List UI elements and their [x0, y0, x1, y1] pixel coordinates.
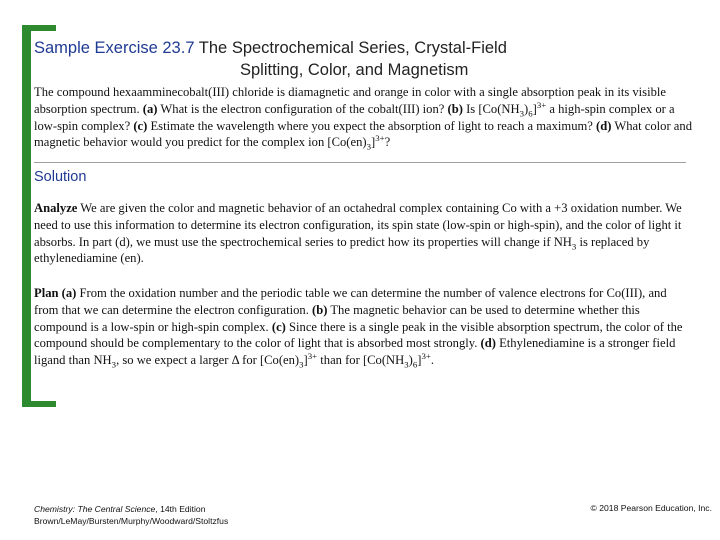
analyze-paragraph: [34, 200, 694, 267]
plan-d-text: ]: [303, 353, 308, 368]
subscript: 6: [528, 108, 533, 119]
green-bracket-bottom: [22, 401, 56, 407]
part-d-text: ]: [371, 135, 376, 150]
part-a-label: (a): [142, 101, 158, 116]
plan-a-text: From the oxidation number and the periodic table we can determine the number of valence electrons for Co(III), and from that we can determine the electron configuration.: [34, 286, 667, 317]
plan-label: Plan: [34, 286, 59, 300]
part-d-text: What color and magnetic behavior would you predict for the complex ion [Co(en): [34, 118, 692, 150]
plan-b-text: The magnetic behavior can be used to determine whether this compound is a low-spin or high-spin complex.: [34, 302, 640, 334]
part-c-text: Estimate the wavelength where you expect the absorption of light to reach a maximum?: [150, 118, 593, 133]
book-edition: , 14th Edition: [155, 504, 206, 514]
book-title: Chemistry: The Central Science: [34, 504, 156, 514]
plan-c-text: Since there is a single peak in the visible absorption spectrum, the color of the compound should be complementary to the color of light that is absorbed most strongly.: [34, 319, 683, 351]
plan-b-label: (b): [312, 302, 328, 317]
superscript: 3+: [307, 351, 318, 361]
analyze-text: is replaced by ethylenediamine (en).: [34, 234, 650, 266]
title-line-1: The Spectrochemical Series, Crystal-Field: [198, 39, 507, 57]
subscript: 6: [412, 359, 418, 370]
plan-d-label: (d): [480, 336, 496, 351]
divider-line: [34, 162, 686, 163]
part-b-text: Is [Co(NH: [466, 101, 520, 116]
plan-d-text: .: [430, 353, 434, 368]
subscript: 3: [111, 359, 117, 370]
question-intro: The compound hexaamminecobalt(III) chloride is diamagnetic and orange in color with a single absorption peak in its visible absorption spectrum.: [34, 85, 666, 116]
plan-c-label: (c): [271, 319, 286, 334]
part-c-label: (c): [133, 118, 148, 133]
superscript: 3+: [536, 99, 547, 110]
part-b-text: ): [524, 101, 529, 116]
subscript: 3: [519, 108, 525, 119]
part-b-text: ]: [532, 101, 537, 116]
part-b-label: (b): [447, 101, 463, 116]
part-d-label: (d): [596, 118, 612, 133]
footer-copyright: © 2018 Pearson Education, Inc.: [590, 503, 712, 513]
title-line-2: Splitting, Color, and Magnetism: [240, 61, 469, 79]
analyze-label: Analyze: [34, 201, 78, 215]
plan-a-label: (a): [61, 286, 77, 300]
part-d-text: ?: [384, 135, 391, 150]
solution-heading: Solution: [34, 169, 87, 185]
green-bracket-bar: [22, 25, 31, 407]
part-a-text: What is the electron configuration of the cobalt(III) ion?: [160, 101, 445, 116]
superscript: 3+: [421, 351, 431, 361]
green-bracket-top: [22, 25, 56, 31]
plan-paragraph: [34, 285, 694, 369]
plan-d-text: than for [Co(NH: [320, 353, 405, 368]
part-b-text: a high-spin complex or a low-spin complex?: [34, 101, 675, 133]
footer-citation: [34, 503, 228, 527]
subscript: 3: [404, 359, 409, 370]
book-authors: Brown/LeMay/Bursten/Murphy/Woodward/Stoltzfus: [34, 516, 229, 526]
question-paragraph: [34, 84, 694, 151]
plan-d-text: ]: [417, 353, 422, 368]
plan-d-text: , so we expect a larger Δ for [Co(en): [116, 353, 300, 368]
plan-d-text: Ethylenediamine is a stronger field ligand than NH: [34, 336, 676, 368]
subscript: 3: [366, 141, 371, 152]
page-title: [34, 37, 694, 81]
subscript: 3: [571, 241, 577, 252]
superscript: 3+: [375, 133, 385, 144]
exercise-label: Sample Exercise 23.7: [34, 39, 195, 57]
subscript: 3: [299, 359, 304, 370]
plan-d-text: ): [408, 353, 413, 368]
analyze-text: We are given the color and magnetic behavior of an octahedral complex containing Co with a +3 oxidation number. We need to use this information to determine its electron configuration, its spin state (low-spin or high-spin), and the color of light it absorbs. In part (d), we must use the spectrochemical series to predict how its properties will change if NH: [34, 201, 682, 249]
